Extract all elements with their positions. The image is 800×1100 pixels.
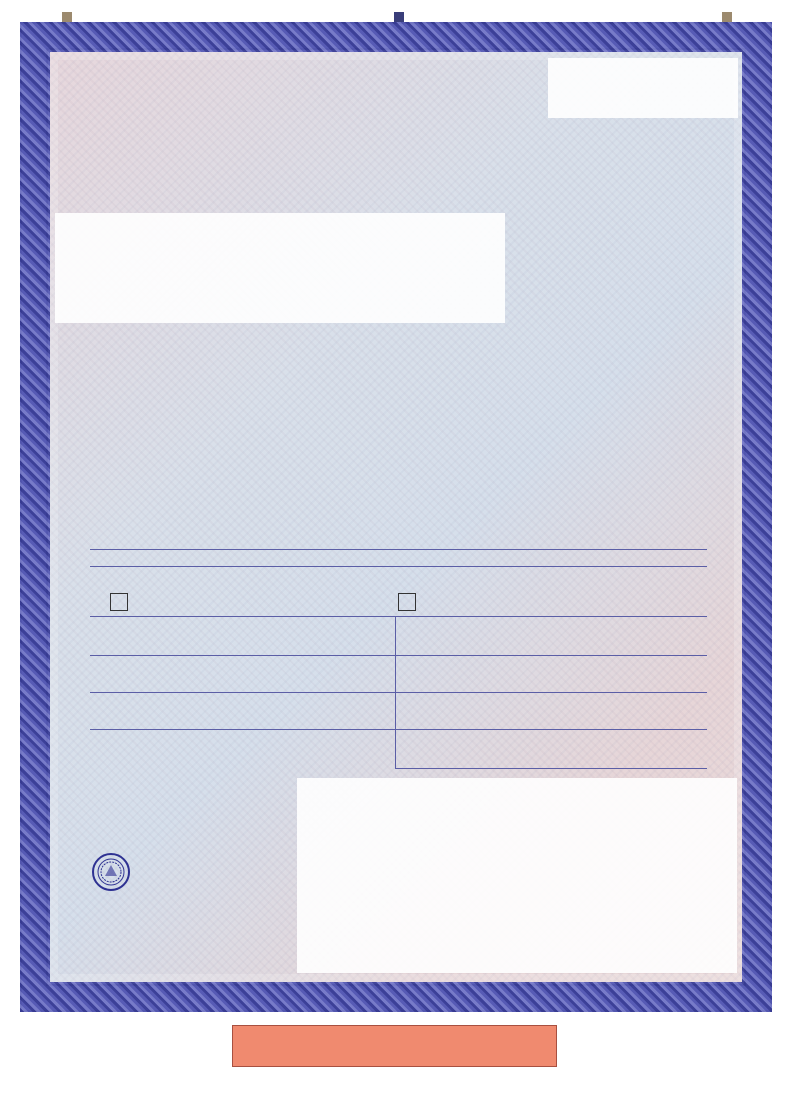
postal-barcode <box>99 252 349 270</box>
divider <box>90 655 707 656</box>
free-of-liens-checkbox[interactable] <box>110 593 128 611</box>
divider <box>90 566 707 567</box>
state-seal-icon <box>91 852 131 892</box>
pdf417-barcode <box>375 806 657 946</box>
title-barcode <box>588 80 726 114</box>
divider <box>90 549 707 550</box>
divider <box>395 768 707 769</box>
divider <box>90 729 707 730</box>
please-note-box <box>232 1025 557 1067</box>
new-lien-holder-checkbox[interactable] <box>398 593 416 611</box>
divider <box>90 692 707 693</box>
divider <box>90 616 707 617</box>
